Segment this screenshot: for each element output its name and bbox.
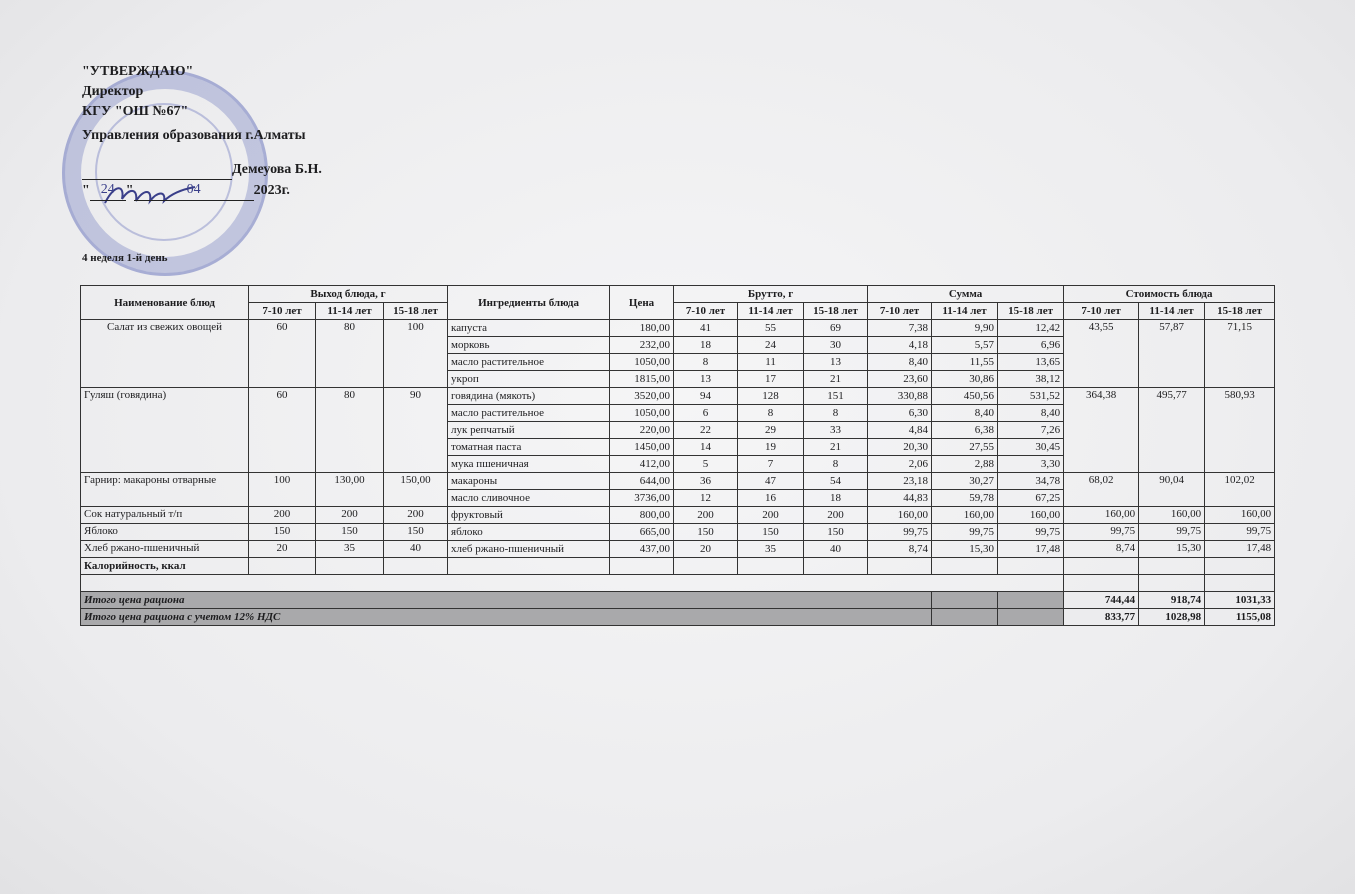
dish-cost: 15,30 [1139, 541, 1205, 558]
ingredient-brutto: 8 [674, 354, 738, 371]
total-value: 1155,08 [1205, 609, 1275, 626]
approval-title: "УТВЕРЖДАЮ" [82, 64, 194, 79]
ingredient-brutto: 69 [804, 320, 868, 337]
dish-output: 60 [249, 320, 316, 388]
header-ingredients: Ингредиенты блюда [448, 286, 610, 320]
header-brutto-age-3: 15-18 лет [804, 303, 868, 320]
total-label: Итого цена рациона с учетом 12% НДС [81, 609, 932, 626]
ingredient-brutto: 8 [804, 456, 868, 473]
ingredient-price: 220,00 [610, 422, 674, 439]
approval-block [82, 62, 322, 201]
ingredient-price: 800,00 [610, 507, 674, 524]
dish-cost: 495,77 [1139, 388, 1205, 473]
empty-cell [998, 609, 1064, 626]
ingredient-brutto: 5 [674, 456, 738, 473]
header-brutto-age-1: 7-10 лет [674, 303, 738, 320]
ingredient-sum: 8,74 [868, 541, 932, 558]
ingredient-price: 1815,00 [610, 371, 674, 388]
date-day: 24 [90, 180, 126, 201]
dish-output: 35 [316, 541, 384, 558]
ingredient-sum: 531,52 [998, 388, 1064, 405]
date-year: 2023г. [253, 183, 290, 198]
dish-output: 60 [249, 388, 316, 473]
ingredient-brutto: 35 [738, 541, 804, 558]
signature-underline [82, 165, 232, 180]
ingredient-brutto: 33 [804, 422, 868, 439]
ingredient-brutto: 150 [738, 524, 804, 541]
empty-cell [610, 558, 674, 575]
dish-cost: 43,55 [1064, 320, 1139, 388]
ingredient-sum: 6,30 [868, 405, 932, 422]
approval-org: КГУ "ОШ №67" [82, 104, 189, 119]
ingredient-brutto: 40 [804, 541, 868, 558]
table-row [81, 507, 1275, 524]
ingredient-sum: 17,48 [998, 541, 1064, 558]
approval-name: Демеуова Б.Н. [232, 162, 322, 177]
ingredient-name: лук репчатый [448, 422, 610, 439]
header-output: Выход блюда, г [249, 286, 448, 303]
ingredient-name: масло растительное [448, 405, 610, 422]
empty-cell [1139, 558, 1205, 575]
ingredient-sum: 160,00 [932, 507, 998, 524]
total-row [81, 609, 1275, 626]
ingredient-sum: 15,30 [932, 541, 998, 558]
ingredient-sum: 30,45 [998, 439, 1064, 456]
ingredient-brutto: 151 [804, 388, 868, 405]
ingredient-brutto: 18 [674, 337, 738, 354]
ingredient-sum: 23,18 [868, 473, 932, 490]
total-value: 1028,98 [1139, 609, 1205, 626]
ingredient-name: морковь [448, 337, 610, 354]
ingredient-brutto: 29 [738, 422, 804, 439]
ingredient-sum: 99,75 [932, 524, 998, 541]
total-value: 918,74 [1139, 592, 1205, 609]
empty-cell [674, 558, 738, 575]
header-sum-age-2: 11-14 лет [932, 303, 998, 320]
ingredient-sum: 6,38 [932, 422, 998, 439]
ingredient-brutto: 13 [674, 371, 738, 388]
header-output-age-2: 11-14 лет [316, 303, 384, 320]
ingredient-brutto: 21 [804, 439, 868, 456]
dish-output: 100 [249, 473, 316, 507]
dish-name: Салат из свежих овощей [81, 320, 249, 388]
ingredient-name: масло сливочное [448, 490, 610, 507]
empty-cell [932, 592, 998, 609]
ingredient-brutto: 11 [738, 354, 804, 371]
ingredient-sum: 8,40 [998, 405, 1064, 422]
dish-output: 200 [249, 507, 316, 524]
ingredient-brutto: 7 [738, 456, 804, 473]
approval-date: " 24 " 04 2023г. [82, 180, 322, 201]
ingredient-sum: 8,40 [932, 405, 998, 422]
dish-cost: 160,00 [1064, 507, 1139, 524]
ingredient-sum: 8,40 [868, 354, 932, 371]
dish-cost: 71,15 [1205, 320, 1275, 388]
empty-cell [998, 558, 1064, 575]
total-row [81, 592, 1275, 609]
empty-cell [1064, 575, 1139, 592]
ingredient-brutto: 22 [674, 422, 738, 439]
dish-output: 200 [384, 507, 448, 524]
dish-cost: 8,74 [1064, 541, 1139, 558]
spacer-row [81, 575, 1275, 592]
ingredient-brutto: 94 [674, 388, 738, 405]
table-row [81, 541, 1275, 558]
dish-output: 130,00 [316, 473, 384, 507]
approval-signature-line [82, 160, 322, 180]
ingredient-sum: 30,86 [932, 371, 998, 388]
header-sum-age-1: 7-10 лет [868, 303, 932, 320]
dish-cost: 57,87 [1139, 320, 1205, 388]
approval-dept: Управления образования г.Алматы [82, 128, 306, 143]
ingredient-brutto: 128 [738, 388, 804, 405]
header-dish-name: Наименование блюд [81, 286, 249, 320]
dish-output: 200 [316, 507, 384, 524]
ingredient-sum: 450,56 [932, 388, 998, 405]
ingredient-sum: 3,30 [998, 456, 1064, 473]
ingredient-price: 412,00 [610, 456, 674, 473]
dish-cost: 160,00 [1205, 507, 1275, 524]
header-cost: Стоимость блюда [1064, 286, 1275, 303]
dish-output: 20 [249, 541, 316, 558]
ingredient-name: фруктовый [448, 507, 610, 524]
dish-name: Хлеб ржано-пшеничный [81, 541, 249, 558]
dish-cost: 160,00 [1139, 507, 1205, 524]
ingredient-price: 3520,00 [610, 388, 674, 405]
ingredient-brutto: 6 [674, 405, 738, 422]
ingredient-sum: 7,38 [868, 320, 932, 337]
ingredient-price: 1450,00 [610, 439, 674, 456]
dish-output: 40 [384, 541, 448, 558]
ingredient-brutto: 12 [674, 490, 738, 507]
ingredient-sum: 9,90 [932, 320, 998, 337]
ingredient-sum: 99,75 [868, 524, 932, 541]
empty-cell [1205, 558, 1275, 575]
ingredient-sum: 59,78 [932, 490, 998, 507]
ingredient-sum: 23,60 [868, 371, 932, 388]
ingredient-sum: 7,26 [998, 422, 1064, 439]
dish-output: 90 [384, 388, 448, 473]
ingredient-sum: 11,55 [932, 354, 998, 371]
ingredient-sum: 20,30 [868, 439, 932, 456]
empty-cell [998, 592, 1064, 609]
ingredient-sum: 2,06 [868, 456, 932, 473]
ingredient-sum: 330,88 [868, 388, 932, 405]
ingredient-name: хлеб ржано-пшеничный [448, 541, 610, 558]
ingredient-price: 644,00 [610, 473, 674, 490]
total-value: 833,77 [1064, 609, 1139, 626]
week-day-label: 4 неделя 1-й день [82, 252, 168, 264]
ingredient-brutto: 13 [804, 354, 868, 371]
dish-cost: 99,75 [1139, 524, 1205, 541]
dish-output: 80 [316, 320, 384, 388]
header-cost-age-1: 7-10 лет [1064, 303, 1139, 320]
age-header-row [81, 303, 1275, 320]
ingredient-name: мука пшеничная [448, 456, 610, 473]
empty-cell [249, 558, 316, 575]
ingredient-brutto: 8 [738, 405, 804, 422]
ingredient-price: 232,00 [610, 337, 674, 354]
ingredient-brutto: 150 [674, 524, 738, 541]
calories-row [81, 558, 1275, 575]
dish-output: 100 [384, 320, 448, 388]
empty-cell [81, 575, 1064, 592]
dish-output: 150 [316, 524, 384, 541]
empty-cell [868, 558, 932, 575]
total-value: 1031,33 [1205, 592, 1275, 609]
ingredient-name: яблоко [448, 524, 610, 541]
dish-cost: 102,02 [1205, 473, 1275, 507]
ingredient-sum: 30,27 [932, 473, 998, 490]
ingredient-sum: 6,96 [998, 337, 1064, 354]
ingredient-brutto: 20 [674, 541, 738, 558]
ingredient-brutto: 21 [804, 371, 868, 388]
ingredient-price: 3736,00 [610, 490, 674, 507]
empty-cell [932, 609, 998, 626]
ingredient-brutto: 36 [674, 473, 738, 490]
dish-name: Гуляш (говядина) [81, 388, 249, 473]
header-cost-age-2: 11-14 лет [1139, 303, 1205, 320]
ingredient-price: 1050,00 [610, 354, 674, 371]
ingredient-sum: 4,84 [868, 422, 932, 439]
ingredient-brutto: 24 [738, 337, 804, 354]
ingredient-brutto: 47 [738, 473, 804, 490]
ingredient-name: масло растительное [448, 354, 610, 371]
header-brutto-age-2: 11-14 лет [738, 303, 804, 320]
ingredient-brutto: 150 [804, 524, 868, 541]
empty-cell [316, 558, 384, 575]
header-cost-age-3: 15-18 лет [1205, 303, 1275, 320]
dish-name: Сок натуральный т/п [81, 507, 249, 524]
dish-name: Яблоко [81, 524, 249, 541]
ingredient-brutto: 200 [804, 507, 868, 524]
header-price: Цена [610, 286, 674, 320]
empty-cell [932, 558, 998, 575]
dish-cost: 99,75 [1205, 524, 1275, 541]
dish-cost: 580,93 [1205, 388, 1275, 473]
empty-cell [738, 558, 804, 575]
empty-cell [1139, 575, 1205, 592]
dish-output: 150,00 [384, 473, 448, 507]
dish-cost: 68,02 [1064, 473, 1139, 507]
ingredient-sum: 27,55 [932, 439, 998, 456]
ingredient-sum: 38,12 [998, 371, 1064, 388]
ingredient-brutto: 55 [738, 320, 804, 337]
header-output-age-3: 15-18 лет [384, 303, 448, 320]
dish-cost: 90,04 [1139, 473, 1205, 507]
dish-cost: 17,48 [1205, 541, 1275, 558]
ingredient-name: укроп [448, 371, 610, 388]
ingredient-brutto: 200 [674, 507, 738, 524]
calories-label: Калорийность, ккал [81, 558, 249, 575]
ingredient-brutto: 17 [738, 371, 804, 388]
ingredient-sum: 160,00 [998, 507, 1064, 524]
ingredient-sum: 12,42 [998, 320, 1064, 337]
ingredient-price: 1050,00 [610, 405, 674, 422]
ingredient-sum: 34,78 [998, 473, 1064, 490]
empty-cell [384, 558, 448, 575]
ingredient-sum: 13,65 [998, 354, 1064, 371]
ingredient-sum: 2,88 [932, 456, 998, 473]
ingredient-sum: 99,75 [998, 524, 1064, 541]
ingredient-sum: 4,18 [868, 337, 932, 354]
ingredient-name: макароны [448, 473, 610, 490]
ingredient-price: 437,00 [610, 541, 674, 558]
ingredient-brutto: 30 [804, 337, 868, 354]
ingredient-brutto: 41 [674, 320, 738, 337]
ingredient-sum: 160,00 [868, 507, 932, 524]
ingredient-name: томатная паста [448, 439, 610, 456]
ingredient-brutto: 8 [804, 405, 868, 422]
table-row [81, 320, 1275, 337]
header-output-age-1: 7-10 лет [249, 303, 316, 320]
dish-output: 150 [384, 524, 448, 541]
ingredient-brutto: 54 [804, 473, 868, 490]
menu-table-body [81, 320, 1275, 626]
table-row [81, 473, 1275, 490]
ingredient-brutto: 16 [738, 490, 804, 507]
ingredient-sum: 44,83 [868, 490, 932, 507]
table-row [81, 388, 1275, 405]
ingredient-price: 180,00 [610, 320, 674, 337]
dish-name: Гарнир: макароны отварные [81, 473, 249, 507]
total-value: 744,44 [1064, 592, 1139, 609]
empty-cell [448, 558, 610, 575]
approval-position: Директор [82, 84, 144, 99]
ingredient-brutto: 19 [738, 439, 804, 456]
empty-cell [1064, 558, 1139, 575]
ingredient-name: капуста [448, 320, 610, 337]
header-sum-age-3: 15-18 лет [998, 303, 1064, 320]
ingredient-brutto: 200 [738, 507, 804, 524]
ingredient-price: 665,00 [610, 524, 674, 541]
date-month: 04 [134, 180, 254, 201]
dish-cost: 99,75 [1064, 524, 1139, 541]
ingredient-brutto: 18 [804, 490, 868, 507]
menu-cost-table [80, 285, 1275, 626]
ingredient-sum: 5,57 [932, 337, 998, 354]
table-row [81, 524, 1275, 541]
header-brutto: Брутто, г [674, 286, 868, 303]
header-sum: Сумма [868, 286, 1064, 303]
total-label: Итого цена рациона [81, 592, 932, 609]
ingredient-brutto: 14 [674, 439, 738, 456]
ingredient-name: говядина (мякоть) [448, 388, 610, 405]
dish-cost: 364,38 [1064, 388, 1139, 473]
empty-cell [804, 558, 868, 575]
dish-output: 150 [249, 524, 316, 541]
ingredient-sum: 67,25 [998, 490, 1064, 507]
dish-output: 80 [316, 388, 384, 473]
empty-cell [1205, 575, 1275, 592]
